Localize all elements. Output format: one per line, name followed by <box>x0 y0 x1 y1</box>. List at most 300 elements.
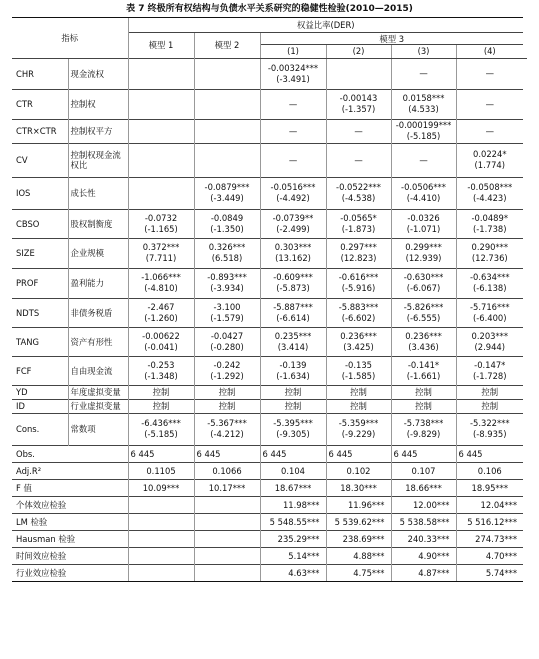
coefficient: -2.467 <box>147 301 175 312</box>
coefficient: — <box>485 98 494 109</box>
variable-name: 非债务税盾 <box>68 298 128 327</box>
coefficient: 0.372*** <box>142 242 180 252</box>
coef-cell <box>456 143 523 177</box>
stat-value: 4.75*** <box>326 564 391 581</box>
stats-row <box>12 564 527 581</box>
table-row <box>12 238 527 268</box>
coefficient: -5.826*** <box>403 301 444 312</box>
coef-cell <box>194 238 260 268</box>
stat-label: F 值 <box>12 479 128 496</box>
coefficient: — <box>485 125 494 136</box>
stats-row <box>12 479 527 496</box>
stat-value: 274.73*** <box>456 530 523 547</box>
t-statistic: (3.425) <box>343 341 374 352</box>
t-statistic: (-1.634) <box>276 370 310 381</box>
coef-cell <box>391 385 456 399</box>
t-statistic: (-1.661) <box>406 370 441 381</box>
stat-value <box>194 547 260 564</box>
coef-cell <box>326 143 391 177</box>
coef-cell <box>326 238 391 268</box>
coef-cell <box>391 177 456 209</box>
variable-code: IOS <box>12 177 68 209</box>
coef-cell <box>456 268 523 298</box>
stat-value: 11.98*** <box>260 496 326 513</box>
coefficient: -0.00143 <box>339 93 378 103</box>
coefficient: 0.0158*** <box>402 93 445 103</box>
variable-name: 自由现金流 <box>68 356 128 385</box>
coef-cell <box>260 413 326 445</box>
variable-code: NDTS <box>12 298 68 327</box>
coefficient: -5.395*** <box>273 418 313 428</box>
stat-value: 4.88*** <box>326 547 391 564</box>
t-statistic: (12.939) <box>405 253 442 263</box>
coefficient: — <box>288 125 298 136</box>
control-value: 控制 <box>481 386 499 397</box>
coefficient: -1.066*** <box>141 272 181 282</box>
stat-value: 5.74*** <box>456 564 523 581</box>
t-statistic: (-4.538) <box>341 193 376 203</box>
t-statistic: (-9.829) <box>406 429 441 439</box>
t-statistic: (4.533) <box>408 104 439 114</box>
coef-cell <box>456 385 523 399</box>
stat-value: 0.102 <box>326 462 391 479</box>
t-statistic: (-5.873) <box>276 283 310 293</box>
coefficient: -0.0326 <box>407 212 440 223</box>
sub-header-1: (1) <box>260 45 326 58</box>
sub-header-2: (2) <box>326 45 391 58</box>
stat-value: 10.09*** <box>128 479 194 496</box>
control-value: 控制 <box>350 400 367 411</box>
stat-value <box>128 547 194 564</box>
coefficient: -5.738*** <box>403 418 444 428</box>
coefficient: -5.716*** <box>469 301 510 312</box>
coefficient: — <box>354 154 363 165</box>
coef-cell <box>456 209 523 238</box>
variable-name: 控制权现金流权比 <box>68 143 128 177</box>
table-row <box>12 327 527 356</box>
table-row <box>12 209 527 238</box>
coefficient: — <box>485 68 494 78</box>
stat-value: 18.30*** <box>326 479 391 496</box>
stat-value: 4.90*** <box>391 547 456 564</box>
coefficient: 0.236*** <box>405 330 442 341</box>
control-value: 控制 <box>152 400 170 411</box>
stats-row <box>12 445 527 462</box>
coef-cell <box>326 298 391 327</box>
control-value: 控制 <box>218 400 236 411</box>
robustness-table <box>12 17 527 582</box>
t-statistic: (-4.810) <box>144 283 178 293</box>
coef-cell <box>456 399 523 413</box>
coef-cell <box>128 119 194 143</box>
stat-value: 0.107 <box>391 462 456 479</box>
coefficient: — <box>354 125 363 136</box>
coefficient: -6.436*** <box>141 418 181 428</box>
coef-cell <box>326 327 391 356</box>
coefficient: — <box>419 68 428 78</box>
variable-code: SIZE <box>12 238 68 268</box>
coefficient: -0.00622 <box>142 330 180 341</box>
coef-cell <box>260 356 326 385</box>
header-row-1 <box>12 18 527 33</box>
stat-value <box>194 564 260 581</box>
t-statistic: (13.162) <box>275 253 311 263</box>
coef-cell <box>456 89 523 119</box>
coef-cell <box>194 209 260 238</box>
coefficient: -5.322*** <box>469 418 510 428</box>
variable-name: 年度虚拟变量 <box>68 385 128 399</box>
table-row <box>12 177 527 209</box>
coef-cell <box>326 89 391 119</box>
variable-code: CHR <box>12 58 68 89</box>
coef-cell <box>194 298 260 327</box>
t-statistic: (-4.410) <box>406 193 441 203</box>
stat-value: 0.1066 <box>194 462 260 479</box>
coef-cell <box>456 327 523 356</box>
coef-cell <box>128 413 194 445</box>
coef-cell <box>260 268 326 298</box>
coefficient: -0.634*** <box>469 272 510 282</box>
t-statistic: (-1.165) <box>144 223 178 234</box>
variable-name: 成长性 <box>68 177 128 209</box>
coef-cell <box>391 413 456 445</box>
coef-cell <box>456 238 523 268</box>
coef-cell <box>128 89 194 119</box>
t-statistic: (-0.041) <box>144 341 178 352</box>
stat-value: 4.63*** <box>260 564 326 581</box>
t-statistic: (-3.449) <box>210 193 244 203</box>
stat-label: Hausman 检验 <box>12 530 128 547</box>
t-statistic: (-8.935) <box>473 429 507 439</box>
table-row <box>12 89 527 119</box>
coef-cell <box>260 238 326 268</box>
stat-value: 6 445 <box>260 445 326 462</box>
coef-cell <box>260 298 326 327</box>
der-header: 权益比率(DER) <box>128 18 523 33</box>
table-row <box>12 399 527 413</box>
coefficient: -0.893*** <box>207 272 247 282</box>
stat-value: 0.1105 <box>128 462 194 479</box>
t-statistic: (6.518) <box>211 253 243 263</box>
coefficient: -0.0849 <box>210 212 244 223</box>
stat-label: 行业效应检验 <box>12 564 128 581</box>
variable-name: 现金流权 <box>68 58 128 89</box>
t-statistic: (-4.212) <box>210 429 244 439</box>
coef-cell <box>194 385 260 399</box>
coefficient: -5.367*** <box>207 418 247 428</box>
control-value: 控制 <box>152 386 170 397</box>
stat-value <box>128 513 194 530</box>
t-statistic: (-6.614) <box>276 312 310 323</box>
t-statistic: (-1.728) <box>473 370 507 381</box>
stat-label: LM 检验 <box>12 513 128 530</box>
t-statistic: (-9.305) <box>276 429 310 439</box>
variable-name: 盈利能力 <box>68 268 128 298</box>
stat-value: 18.67*** <box>260 479 326 496</box>
variable-name: 股权制衡度 <box>68 209 128 238</box>
coefficient: -0.139 <box>279 359 307 370</box>
coefficient: -0.0522*** <box>336 182 381 192</box>
stat-value: 5 516.12*** <box>456 513 523 530</box>
t-statistic: (-4.423) <box>473 193 507 203</box>
stat-value <box>128 530 194 547</box>
coef-cell <box>128 209 194 238</box>
stat-value: 11.96*** <box>326 496 391 513</box>
coefficient: -0.0506*** <box>401 182 446 192</box>
coefficient: 0.235*** <box>274 330 312 341</box>
coef-cell <box>128 327 194 356</box>
coef-cell <box>194 89 260 119</box>
coefficient: -0.616*** <box>338 272 379 282</box>
coef-cell <box>194 399 260 413</box>
coefficient: -0.609*** <box>273 272 313 282</box>
stat-value: 6 445 <box>391 445 456 462</box>
variable-name: 控制权平方 <box>68 119 128 143</box>
coef-cell <box>456 413 523 445</box>
control-value: 控制 <box>481 400 499 411</box>
coef-cell <box>326 356 391 385</box>
coefficient: -0.242 <box>213 359 241 370</box>
coef-cell <box>456 356 523 385</box>
sub-header-3: (3) <box>391 45 456 58</box>
stat-value: 5 539.62*** <box>326 513 391 530</box>
stat-value: 12.00*** <box>391 496 456 513</box>
coef-cell <box>128 238 194 268</box>
t-statistic: (-6.067) <box>406 283 441 293</box>
coef-cell <box>326 385 391 399</box>
stat-value: 6 445 <box>456 445 523 462</box>
t-statistic: (2.944) <box>474 341 506 352</box>
variable-name: 行业虚拟变量 <box>68 399 128 413</box>
coefficient: -0.253 <box>147 359 175 370</box>
coef-cell <box>326 209 391 238</box>
stat-label: Obs. <box>12 445 128 462</box>
control-value: 控制 <box>284 386 302 397</box>
table-row <box>12 143 527 177</box>
coef-cell <box>260 143 326 177</box>
coefficient: — <box>419 154 428 165</box>
coefficient: -0.135 <box>345 359 372 370</box>
coefficient: 0.0224* <box>473 149 507 159</box>
table-row <box>12 413 527 445</box>
coefficient: 0.299*** <box>405 242 442 252</box>
control-value: 控制 <box>350 386 367 397</box>
coef-cell <box>128 143 194 177</box>
table-row <box>12 385 527 399</box>
coef-cell <box>260 119 326 143</box>
variable-code: CTR×CTR <box>12 119 68 143</box>
variable-code: YD <box>12 385 68 399</box>
coef-cell <box>194 177 260 209</box>
t-statistic: (-3.934) <box>210 283 244 293</box>
variable-name: 常数项 <box>68 413 128 445</box>
t-statistic: (-2.499) <box>276 223 310 234</box>
coefficient: -0.0508*** <box>467 182 513 192</box>
stat-value: 4.87*** <box>391 564 456 581</box>
variable-code: CBSO <box>12 209 68 238</box>
t-statistic: (3.436) <box>408 341 439 352</box>
stat-value: 238.69*** <box>326 530 391 547</box>
coef-cell <box>391 298 456 327</box>
stat-value: 6 445 <box>326 445 391 462</box>
control-value: 控制 <box>415 386 432 397</box>
coef-cell <box>391 209 456 238</box>
t-statistic: (-4.492) <box>276 193 310 203</box>
table-row <box>12 58 527 89</box>
coef-cell <box>260 177 326 209</box>
t-statistic: (-5.916) <box>341 283 376 293</box>
coef-cell <box>326 119 391 143</box>
table-row <box>12 298 527 327</box>
stat-value: 4.70*** <box>456 547 523 564</box>
coef-cell <box>194 119 260 143</box>
t-statistic: (12.823) <box>340 253 377 263</box>
coefficient: -5.883*** <box>338 301 379 312</box>
stats-row <box>12 513 527 530</box>
stat-value: 0.104 <box>260 462 326 479</box>
coefficient: -5.359*** <box>338 418 379 428</box>
variable-name: 企业规模 <box>68 238 128 268</box>
coef-cell <box>260 58 326 89</box>
coef-cell <box>128 268 194 298</box>
table-row <box>12 119 527 143</box>
coefficient: -3.100 <box>213 301 241 312</box>
table-row <box>12 268 527 298</box>
coefficient: — <box>288 98 298 109</box>
control-value: 控制 <box>284 400 302 411</box>
coef-cell <box>456 177 523 209</box>
stat-value: 6 445 <box>128 445 194 462</box>
t-statistic: (-1.357) <box>341 104 376 114</box>
stat-value: 6 445 <box>194 445 260 462</box>
t-statistic: (-1.350) <box>210 223 244 234</box>
stat-value: 5.14*** <box>260 547 326 564</box>
coef-cell <box>194 327 260 356</box>
stat-label: Adj.R² <box>12 462 128 479</box>
coef-cell <box>326 177 391 209</box>
t-statistic: (-1.738) <box>473 223 507 234</box>
variable-code: Cons. <box>12 413 68 445</box>
t-statistic: (-9.229) <box>341 429 376 439</box>
t-statistic: (-0.280) <box>210 341 244 352</box>
coef-cell <box>391 327 456 356</box>
t-statistic: (-5.185) <box>406 131 441 141</box>
coefficient: -0.0489* <box>471 212 509 223</box>
stat-label: 个体效应检验 <box>12 496 128 513</box>
coef-cell <box>194 58 260 89</box>
stat-value: 0.106 <box>456 462 523 479</box>
t-statistic: (12.736) <box>471 253 508 263</box>
model2-header: 模型 2 <box>194 33 260 59</box>
coefficient: -0.0739** <box>272 212 314 223</box>
stats-row <box>12 530 527 547</box>
stat-value <box>128 496 194 513</box>
coef-cell <box>326 399 391 413</box>
coefficient: -5.887*** <box>273 301 313 312</box>
model1-header: 模型 1 <box>128 33 194 59</box>
stat-value: 235.29*** <box>260 530 326 547</box>
stat-value <box>128 564 194 581</box>
coefficient: 0.297*** <box>340 242 377 252</box>
coef-cell <box>456 119 523 143</box>
stat-value: 12.04*** <box>456 496 523 513</box>
coef-cell <box>128 399 194 413</box>
coef-cell <box>194 356 260 385</box>
indicator-header: 指标 <box>12 18 128 59</box>
coefficient: -0.000199*** <box>395 120 452 130</box>
coefficient: — <box>288 154 298 165</box>
variable-code: PROF <box>12 268 68 298</box>
variable-code: TANG <box>12 327 68 356</box>
coef-cell <box>456 298 523 327</box>
t-statistic: (-1.585) <box>341 370 376 381</box>
table-row <box>12 356 527 385</box>
coef-cell <box>260 209 326 238</box>
coef-cell <box>260 89 326 119</box>
coef-cell <box>194 143 260 177</box>
t-statistic: (-6.138) <box>473 283 507 293</box>
coefficient: -0.147* <box>474 359 506 370</box>
coef-cell <box>260 399 326 413</box>
t-statistic: (-1.348) <box>144 370 178 381</box>
coef-cell <box>326 268 391 298</box>
stat-value: 240.33*** <box>391 530 456 547</box>
variable-code: CTR <box>12 89 68 119</box>
stat-value: 10.17*** <box>194 479 260 496</box>
coef-cell <box>456 58 523 89</box>
coef-cell <box>391 89 456 119</box>
stat-value <box>194 496 260 513</box>
coef-cell <box>391 143 456 177</box>
model3-header: 模型 3 <box>260 33 523 45</box>
coef-cell <box>128 356 194 385</box>
coefficient: -0.0732 <box>144 212 178 223</box>
coef-cell <box>326 58 391 89</box>
stat-value: 5 538.58*** <box>391 513 456 530</box>
control-value: 控制 <box>415 400 432 411</box>
coef-cell <box>260 385 326 399</box>
t-statistic: (-1.292) <box>210 370 244 381</box>
coef-cell <box>128 298 194 327</box>
coef-cell <box>128 177 194 209</box>
t-statistic: (-1.260) <box>144 312 178 323</box>
stat-value: 5 548.55*** <box>260 513 326 530</box>
stat-value: 18.66*** <box>391 479 456 496</box>
coef-cell <box>391 119 456 143</box>
coef-cell <box>128 58 194 89</box>
t-statistic: (-6.555) <box>406 312 441 323</box>
coef-cell <box>194 268 260 298</box>
coefficient: -0.0565* <box>340 212 377 223</box>
coef-cell <box>260 327 326 356</box>
stat-value <box>194 530 260 547</box>
t-statistic: (-5.185) <box>144 429 178 439</box>
stats-row <box>12 547 527 564</box>
coef-cell <box>326 413 391 445</box>
variable-name: 控制权 <box>68 89 128 119</box>
coef-cell <box>391 268 456 298</box>
coefficient: -0.0879*** <box>204 182 250 192</box>
stats-row <box>12 462 527 479</box>
coefficient: 0.290*** <box>471 242 509 252</box>
variable-name: 资产有形性 <box>68 327 128 356</box>
t-statistic: (7.711) <box>145 253 177 263</box>
sub-header-4: (4) <box>456 45 523 58</box>
coefficient: -0.0516*** <box>270 182 316 192</box>
table-caption: 表 7 终极所有权结构与负债水平关系研究的稳健性检验(2010—2015) <box>126 4 413 14</box>
stats-row <box>12 496 527 513</box>
variable-code: FCF <box>12 356 68 385</box>
